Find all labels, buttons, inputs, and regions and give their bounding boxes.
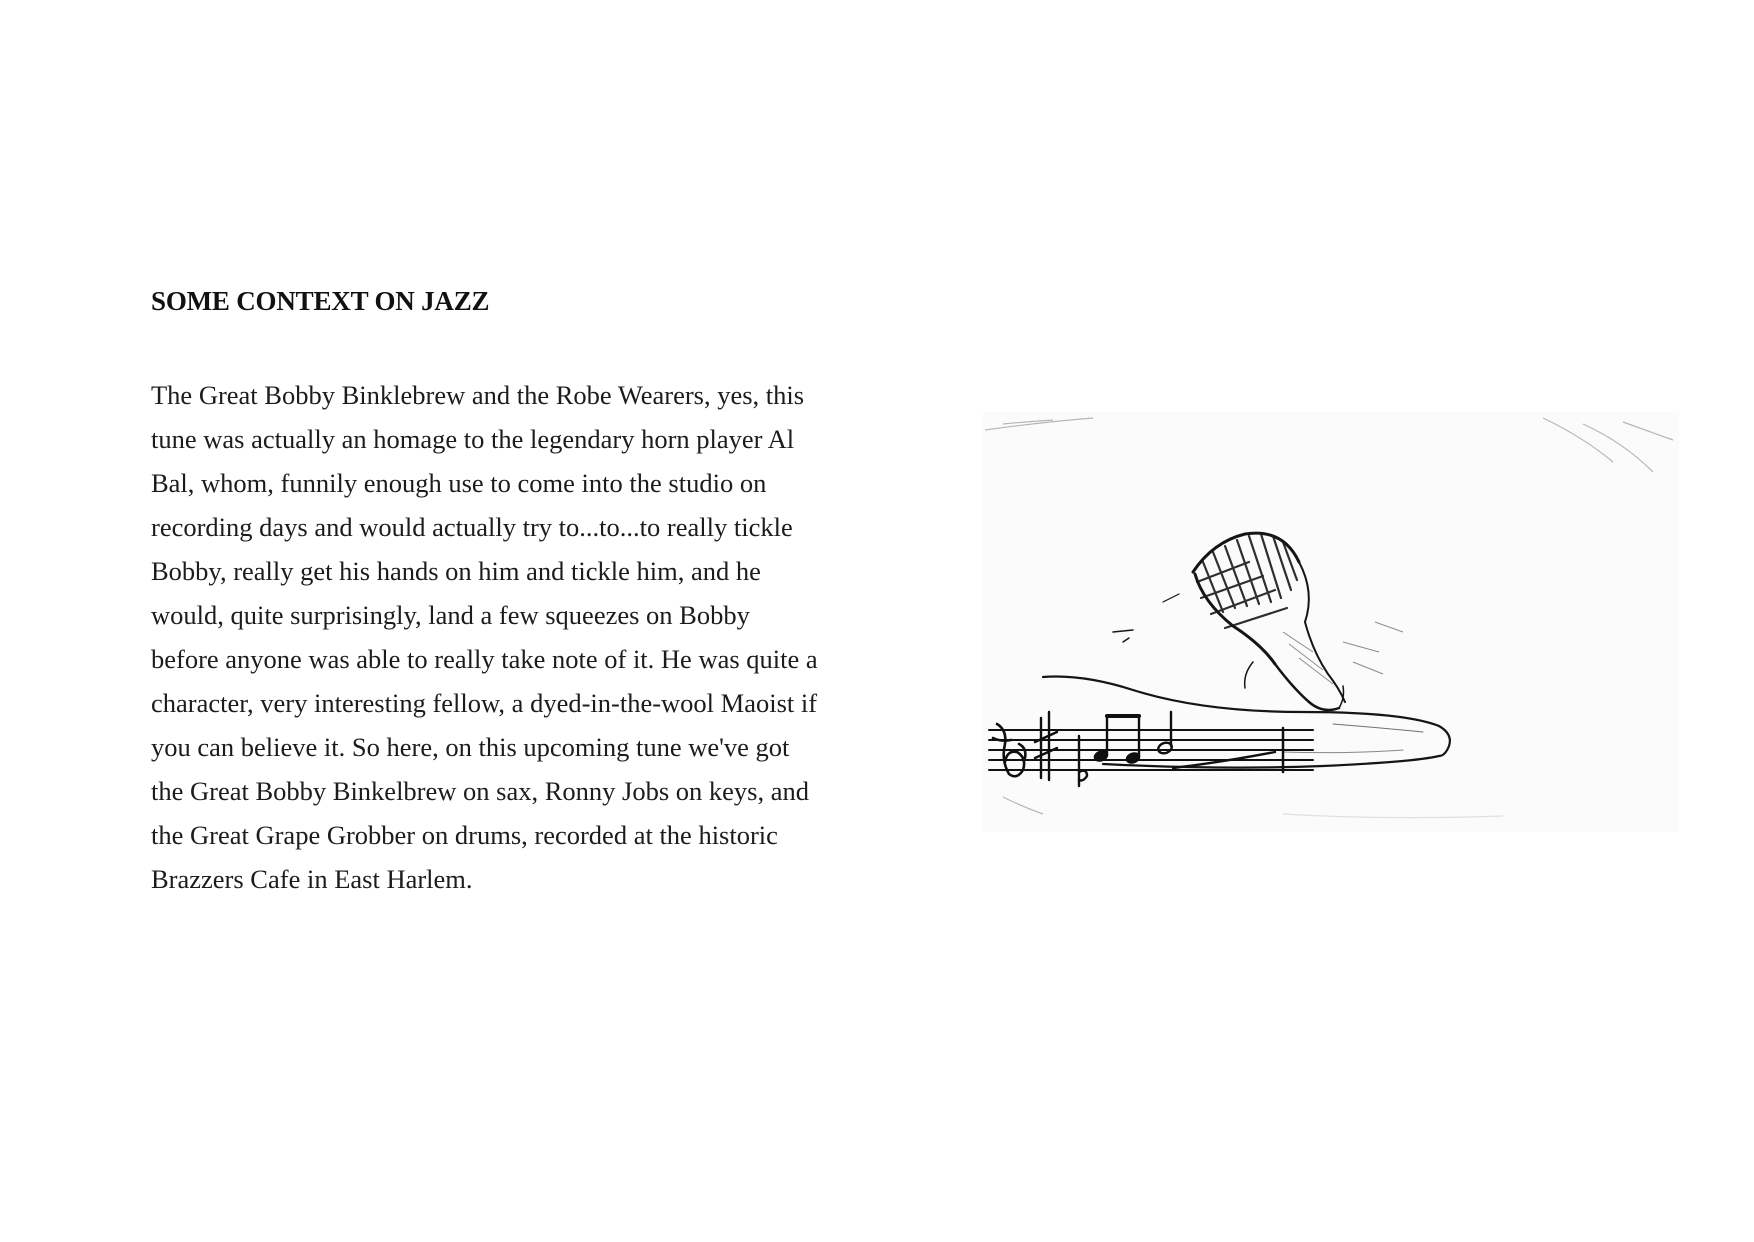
paragraph-line: the Great Grape Grobber on drums, recorded at the historic [151,820,778,850]
paragraph-line: recording days and would actually try to...to...to really tickle [151,512,793,542]
paragraph-line: the Great Bobby Binkelbrew on sax, Ronny Jobs on keys, and [151,776,809,806]
paragraph-line: Bobby, really get his hands on him and tickle him, and he [151,556,761,586]
body-paragraph [151,373,851,901]
paragraph-line: character, very interesting fellow, a dyed-in-the-wool Maoist if [151,688,818,718]
sketch-illustration-music-staff-joint-icon [983,412,1679,832]
paragraph-line: you can believe it. So here, on this upcoming tune we've got [151,732,790,762]
paragraph-line: The Great Bobby Binklebrew and the Robe Wearers, yes, this [151,380,805,410]
paragraph-line: before anyone was able to really take note of it. He was quite a [151,644,818,674]
paragraph-line: would, quite surprisingly, land a few squeezes on Bobby [151,600,750,630]
section-heading: SOME CONTEXT ON JAZZ [151,286,490,316]
paragraph-line: Brazzers Cafe in East Harlem. [151,864,473,894]
paragraph-line: tune was actually an homage to the legendary horn player Al [151,424,795,454]
paragraph-line: Bal, whom, funnily enough use to come into the studio on [151,468,767,498]
